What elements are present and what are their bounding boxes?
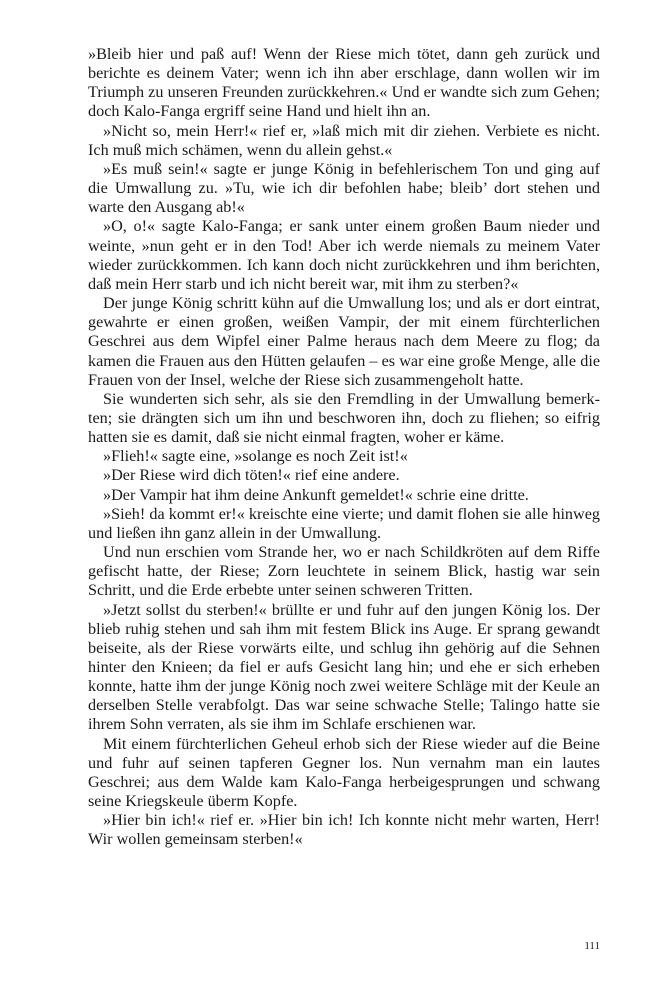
body-text <box>88 45 600 850</box>
paragraph: Der junge König schritt kühn auf die Umwallung los; und als er dort eintrat, gewahrte er einen großen, weißen Vampir, der mit einem fürchterlichen Geschrei aus dem Wipfel einer Palme heraus nach dem Meere zu flog; da kamen die Frauen aus den Hütten gelaufen – es war eine große Menge, alle die Frauen von der Insel, welche der Riese sich zusammengeholt hatte. <box>88 294 600 389</box>
paragraph: Mit einem fürchterlichen Geheul erhob sich der Riese wieder auf die Beine und fuhr auf seinen tapferen Gegner los. Nun vernahm man ein lautes Geschrei; aus dem Walde kam Kalo-Fanga herbeigesprungen und schwang seine Kriegskeule überm Kopfe. <box>88 734 600 811</box>
paragraph: »Bleib hier und paß auf! Wenn der Riese mich tötet, dann geh zurück und berichte es deinem Vater; wenn ich ihn aber erschlage, dann wollen wir im Triumph zu unseren Freunden zurückkehren.« Und er wandte sich zum Gehen; doch Kalo-Fanga ergriff seine Hand und hielt ihn an. <box>88 45 600 121</box>
paragraph: »Der Riese wird dich töten!« rief eine andere. <box>103 466 400 485</box>
paragraph: »Es muß sein!« sagte er junge König in befehlerischem Ton und ging auf die Umwallung zu. »Tu, wie ich dir befohlen habe; bleib’ dort stehen und warte den Ausgang ab!« <box>88 159 600 217</box>
paragraph: Sie wunderten sich sehr, als sie den Fremdling in der Umwallung bemerkten; sie drängten sich um ihn und beschworen ihn, doch zu fliehen; so eifrig hatten sie es damit, daß sie nicht einmal fragten, woher er käme. <box>88 389 600 447</box>
paragraph: »Jetzt sollst du sterben!« brüllte er und fuhr auf den jungen König los. Der blieb ruhig stehen und sah ihm mit festem Blick ins Auge. Er sprang gewandt beiseite, als der Riese vorwärts eilte, und schlug ihn gehörig auf die Sehnen hinter den Knieen; da fiel er aufs Gesicht lang hin; und ehe er sich erheben konnte, hatte ihm der junge König noch zwei weitere Schläge mit der Keule an derselben Stelle verabfolgt. Das war seine schwache Stelle; Talingo hatte sie ihrem Sohn verraten, als sie ihm im Schlafe erschienen war. <box>88 600 600 734</box>
paragraph: Und nun erschien vom Strande her, wo er nach Schildkröten auf dem Riffe gefischt hatte, der Riese; Zorn leuchtete in seinem Blick, hastig war sein Schritt, und die Erde erbebte unter seinen schweren Tritten. <box>88 543 600 600</box>
paragraph: »Hier bin ich!« rief er. »Hier bin ich! Ich konnte nicht mehr warten, Herr! Wir wollen gemeinsam sterben!« <box>88 811 600 849</box>
paragraph: »Sieh! da kommt er!« kreischte eine vierte; und damit flohen sie alle hinweg und ließen ihn ganz allein in der Umwallung. <box>88 504 600 542</box>
paragraph: »O, o!« sagte Kalo-Fanga; er sank unter einem großen Baum nieder und weinte, »nun geht er in den Tod! Aber ich werde niemals zu meinem Vater wieder zurückkommen. Ich kann doch nicht zurückkehren und ihm berichten, daß mein Herr starb und ich nicht bereit war, mit ihm zu sterben?« <box>88 217 600 293</box>
paragraph: »Flieh!« sagte eine, »solange es noch Zeit ist!« <box>103 447 408 466</box>
page-number: 111 <box>584 940 600 952</box>
paragraph: »Nicht so, mein Herr!« rief er, »laß mich mit dir ziehen. Verbiete es nicht. Ich muß mich schämen, wenn du allein gehst.« <box>88 121 600 159</box>
paragraph: »Der Vampir hat ihm deine Ankunft gemeldet!« schrie eine dritte. <box>103 485 529 504</box>
